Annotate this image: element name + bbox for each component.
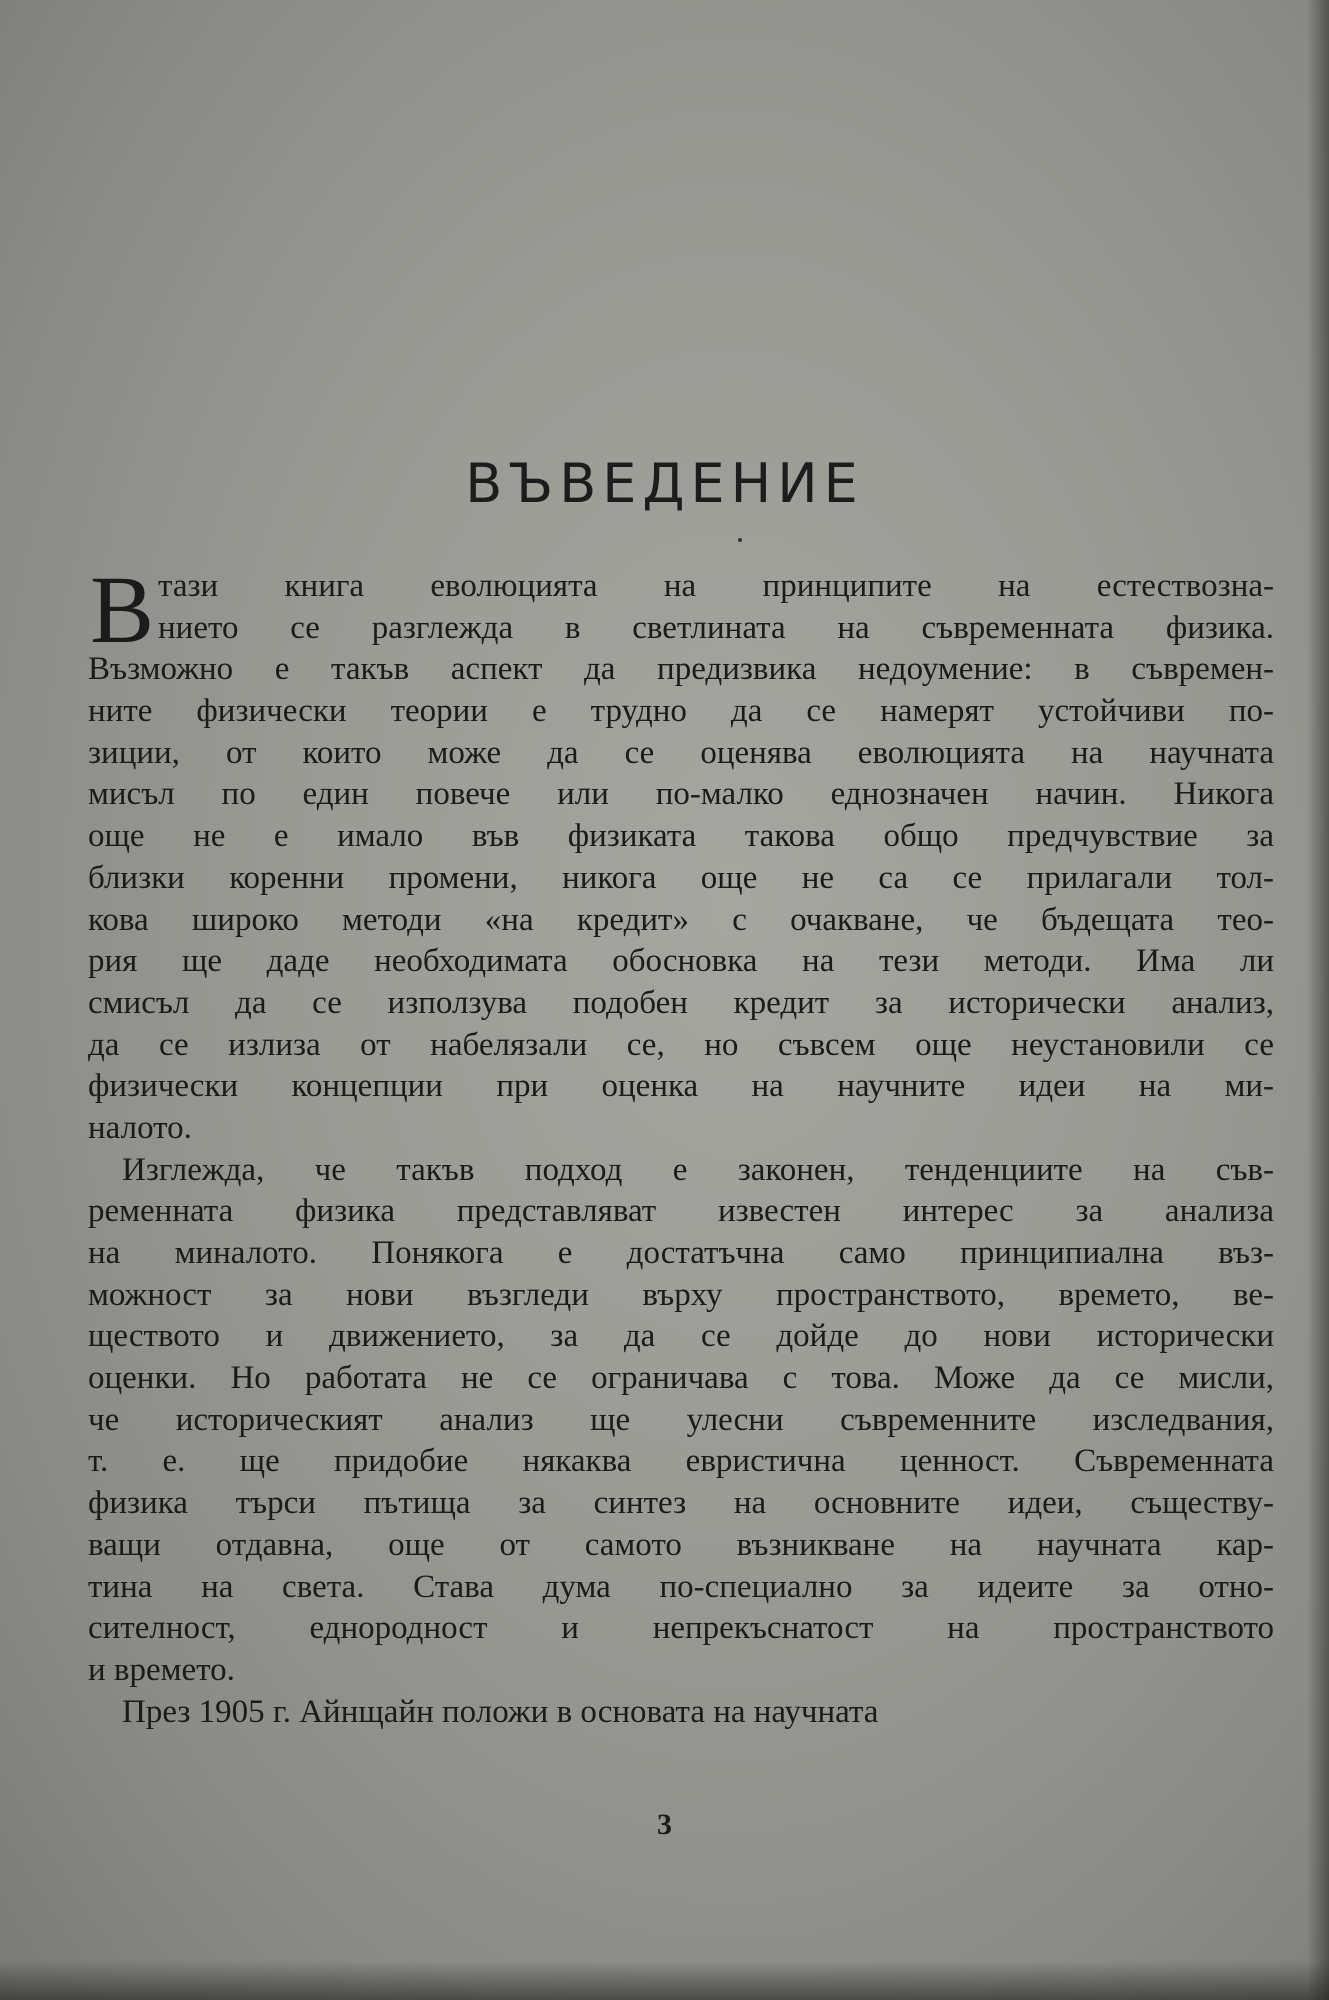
text-line: на миналото. Понякога е достатъчна само принципиална въз- bbox=[88, 1235, 1274, 1271]
text-line: ществото и движението, за да се дойде до нови исторически bbox=[88, 1318, 1274, 1355]
text-line: рия ще даде необходимата обосновка на тези методи. Има ли bbox=[88, 943, 1274, 980]
page-edge-shadow-right bbox=[1307, 0, 1329, 2000]
text-line: сителност, еднородност и непрекъснатост на пространството bbox=[88, 1610, 1274, 1647]
text-line: мисъл по един повече или по-малко еднозначен начин. Никога bbox=[88, 776, 1274, 813]
paragraph bbox=[88, 1152, 1274, 1694]
paragraphs bbox=[88, 556, 1274, 1735]
text-line: ващи отдавна, още от самото възникване на научната кар- bbox=[88, 1526, 1274, 1563]
text-line: физически концепции при оценка на научните идеи на ми- bbox=[88, 1068, 1274, 1105]
text-line: можност за нови възгледи върху пространството, времето, ве- bbox=[88, 1276, 1274, 1313]
text-line: физика търси пътища за синтез на основните идеи, съществу- bbox=[88, 1485, 1274, 1522]
text-line: оценки. Но работата не се ограничава с това. Може да се мисли, bbox=[88, 1360, 1274, 1397]
text-line: Изглежда, че такъв подход е законен, тенденциите на съв- bbox=[122, 1151, 1274, 1188]
text-line: ременната физика представляват известен интерес за анализа bbox=[88, 1193, 1274, 1230]
chapter-heading: ВЪВЕДЕНИЕ bbox=[465, 452, 864, 515]
text-line: тази книга еволюцията на принципите на естествозна- bbox=[158, 568, 1274, 604]
text-line: близки коренни промени, никога още не са се прилагали тол- bbox=[88, 859, 1274, 896]
text-line: налото. bbox=[88, 1109, 192, 1146]
text-line: ните физически теории е трудно да се намерят устойчиви по- bbox=[88, 693, 1274, 730]
text-line: кова широко методи «на кредит» с очакване, че бъдещата тео- bbox=[88, 901, 1274, 938]
text-line: т. е. ще придобие някаква евристична ценност. Съвременната bbox=[88, 1443, 1274, 1480]
text-line: че историческият анализ ще улесни съвременните изследвания, bbox=[88, 1401, 1274, 1438]
text-line: да се излиза от набелязали се, но съвсем още неустановили се bbox=[88, 1026, 1274, 1063]
text-line: зиции, от които може да се оценява еволюцията на научната bbox=[88, 734, 1274, 771]
text-line: нието се разглежда в светлината на съвременната физика. bbox=[158, 609, 1274, 646]
text-line: тина на света. Става дума по-специално за идеите за отно- bbox=[88, 1568, 1274, 1605]
text-line: През 1905 г. Айнщайн положи в основата на научната bbox=[122, 1693, 879, 1730]
body-text bbox=[88, 556, 1274, 1735]
page-edge-shadow-bottom bbox=[0, 1960, 1329, 2000]
text-line: още не е имало във физиката такова общо предчувствие за bbox=[88, 818, 1274, 855]
drop-cap: В bbox=[90, 556, 155, 663]
text-line: смисъл да се използува подобен кредит за исторически анализ, bbox=[88, 984, 1274, 1021]
text-line: Възможно е такъв аспект да предизвика недоумение: в съвремен- bbox=[88, 651, 1274, 688]
paragraph bbox=[88, 556, 1274, 1152]
page-number: 3 bbox=[657, 1808, 672, 1841]
paragraph bbox=[88, 1694, 1274, 1736]
text-line: и времето. bbox=[88, 1651, 235, 1688]
ink-speck bbox=[738, 538, 742, 542]
